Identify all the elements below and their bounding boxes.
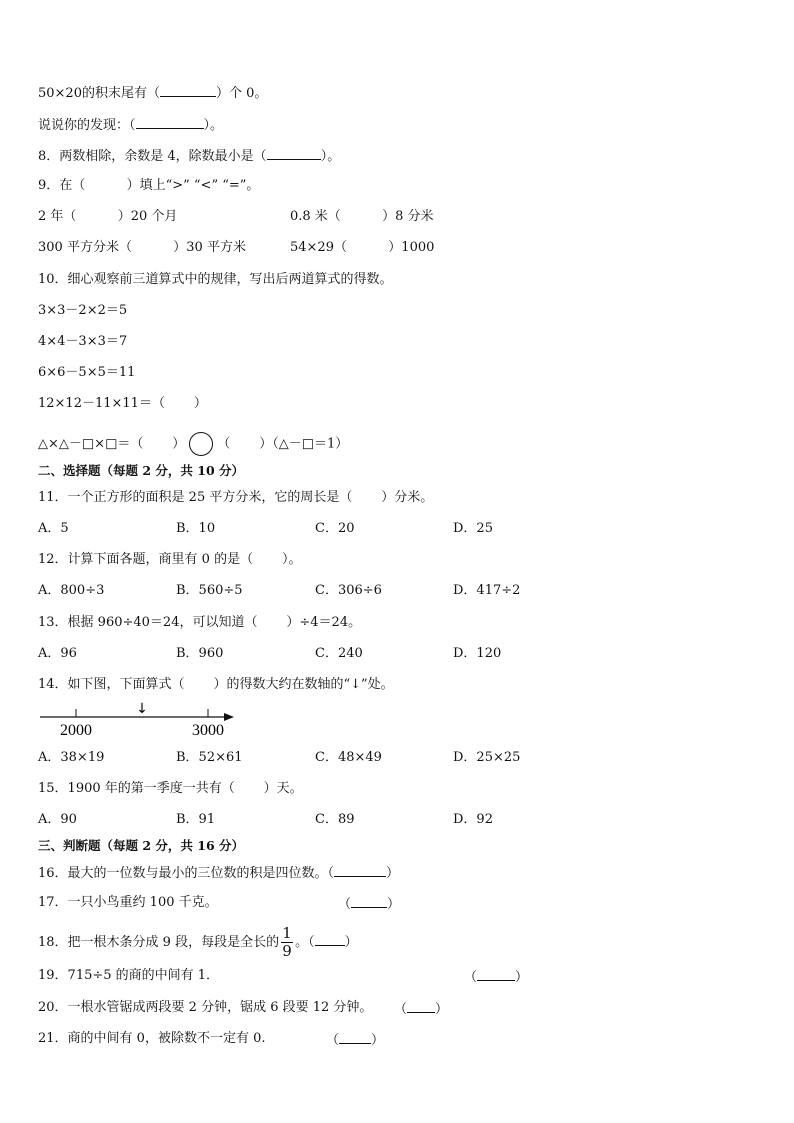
question-7-line-1: 50×20的积末尾有（ ）个 0。	[38, 86, 268, 101]
question-9-row-1b: 0.8 米（ ）8 分米	[290, 209, 434, 224]
section-3-heading: 三、判断题（每题 2 分，共 16 分）	[38, 838, 245, 853]
down-arrow-marker: ↓	[136, 701, 148, 717]
option-d[interactable]: D．92	[453, 812, 493, 827]
option-c[interactable]: C．20	[315, 521, 355, 536]
question-19-answer: （ ）	[464, 970, 529, 985]
option-a[interactable]: A．90	[38, 812, 77, 827]
question-10-equation-4: 12×12－11×11＝（ ）	[38, 396, 207, 411]
question-17: 17．一只小鸟重约 100 千克。	[38, 895, 218, 910]
option-a[interactable]: A．96	[38, 646, 77, 661]
option-a[interactable]: A．800÷3	[38, 583, 105, 598]
question-21-answer: （ ）	[326, 1033, 385, 1048]
answer-blank[interactable]	[136, 116, 204, 129]
answer-blank[interactable]	[339, 1031, 371, 1044]
question-20-answer: （ ）	[394, 1002, 449, 1017]
question-19: 19．715÷5 的商的中间有 1．	[38, 968, 220, 983]
question-11: 11．一个正方形的面积是 25 平方分米，它的周长是（ ）分米。	[38, 490, 434, 505]
option-c[interactable]: C．306÷6	[315, 583, 382, 598]
answer-blank[interactable]	[407, 1000, 435, 1013]
question-10-equation-5: △×△－□×□＝（ ） （ ）（△－□＝1）	[38, 432, 348, 456]
option-d[interactable]: D．25	[453, 521, 493, 536]
fraction-one-ninth: $\frac{1}{9}$	[282, 924, 292, 960]
question-12: 12．计算下面各题，商里有 0 的是（ ）。	[38, 552, 302, 567]
question-10-equation-3: 6×6－5×5＝11	[38, 365, 136, 380]
option-c[interactable]: C．89	[315, 812, 355, 827]
answer-blank[interactable]	[334, 864, 386, 877]
option-d[interactable]: D．417÷2	[453, 583, 521, 598]
question-9-row-2b: 54×29（ ）1000	[290, 240, 435, 255]
question-10-equation-2: 4×4－3×3＝7	[38, 334, 128, 349]
option-b[interactable]: B．10	[176, 521, 216, 536]
question-9: 9．在（ ）填上“>” “<” “=”。	[38, 178, 260, 193]
question-17-answer: （ ）	[338, 897, 401, 912]
question-7-line-2: 说说你的发现：（ ）。	[38, 118, 224, 133]
question-20: 20．一根水管锯成两段要 2 分钟，锯成 6 段要 12 分钟。	[38, 1000, 373, 1015]
option-a[interactable]: A．5	[38, 521, 69, 536]
question-8: 8．两数相除，余数是 4，除数最小是（ ）。	[38, 149, 341, 164]
question-14: 14．如下图，下面算式（ ）的得数大约在数轴的“↓”处。	[38, 677, 394, 692]
answer-blank[interactable]	[267, 147, 321, 160]
axis-arrowhead	[224, 713, 234, 721]
question-10-equation-1: 3×3－2×2＝5	[38, 303, 128, 318]
question-9-row-2a: 300 平方分米（ ）30 平方米	[38, 240, 246, 255]
option-a[interactable]: A．38×19	[38, 750, 105, 765]
option-b[interactable]: B．91	[176, 812, 216, 827]
question-13: 13．根据 960÷40＝24，可以知道（ ）÷4＝24。	[38, 615, 362, 630]
answer-blank[interactable]	[477, 968, 515, 981]
option-b[interactable]: B．560÷5	[176, 583, 243, 598]
section-2-heading: 二、选择题（每题 2 分，共 10 分）	[38, 463, 245, 478]
option-b[interactable]: B．52×61	[176, 750, 243, 765]
label-2000: 2000	[60, 722, 92, 739]
compare-circle[interactable]	[189, 432, 213, 456]
question-16: 16．最大的一位数与最小的三位数的积是四位数。（ ）	[38, 866, 400, 881]
question-18: 18．把一根木条分成 9 段，每段是全长的 $\frac{1}{9}$ 。（ ）	[38, 924, 358, 960]
option-c[interactable]: C．240	[315, 646, 363, 661]
question-10: 10．细心观察前三道算式中的规律，写出后两道算式的得数。	[38, 272, 393, 287]
answer-blank[interactable]	[351, 895, 387, 908]
question-15: 15．1900 年的第一季度一共有（ ）天。	[38, 781, 303, 796]
option-d[interactable]: D．120	[453, 646, 502, 661]
answer-blank[interactable]	[315, 933, 345, 946]
label-3000: 3000	[192, 722, 224, 739]
number-line	[38, 700, 238, 740]
option-d[interactable]: D．25×25	[453, 750, 521, 765]
option-c[interactable]: C．48×49	[315, 750, 382, 765]
answer-blank[interactable]	[160, 84, 216, 97]
question-9-row-1a: 2 年（ ）20 个月	[38, 209, 178, 224]
question-21: 21．商的中间有 0，被除数不一定有 0.	[38, 1031, 266, 1046]
option-b[interactable]: B．960	[176, 646, 224, 661]
